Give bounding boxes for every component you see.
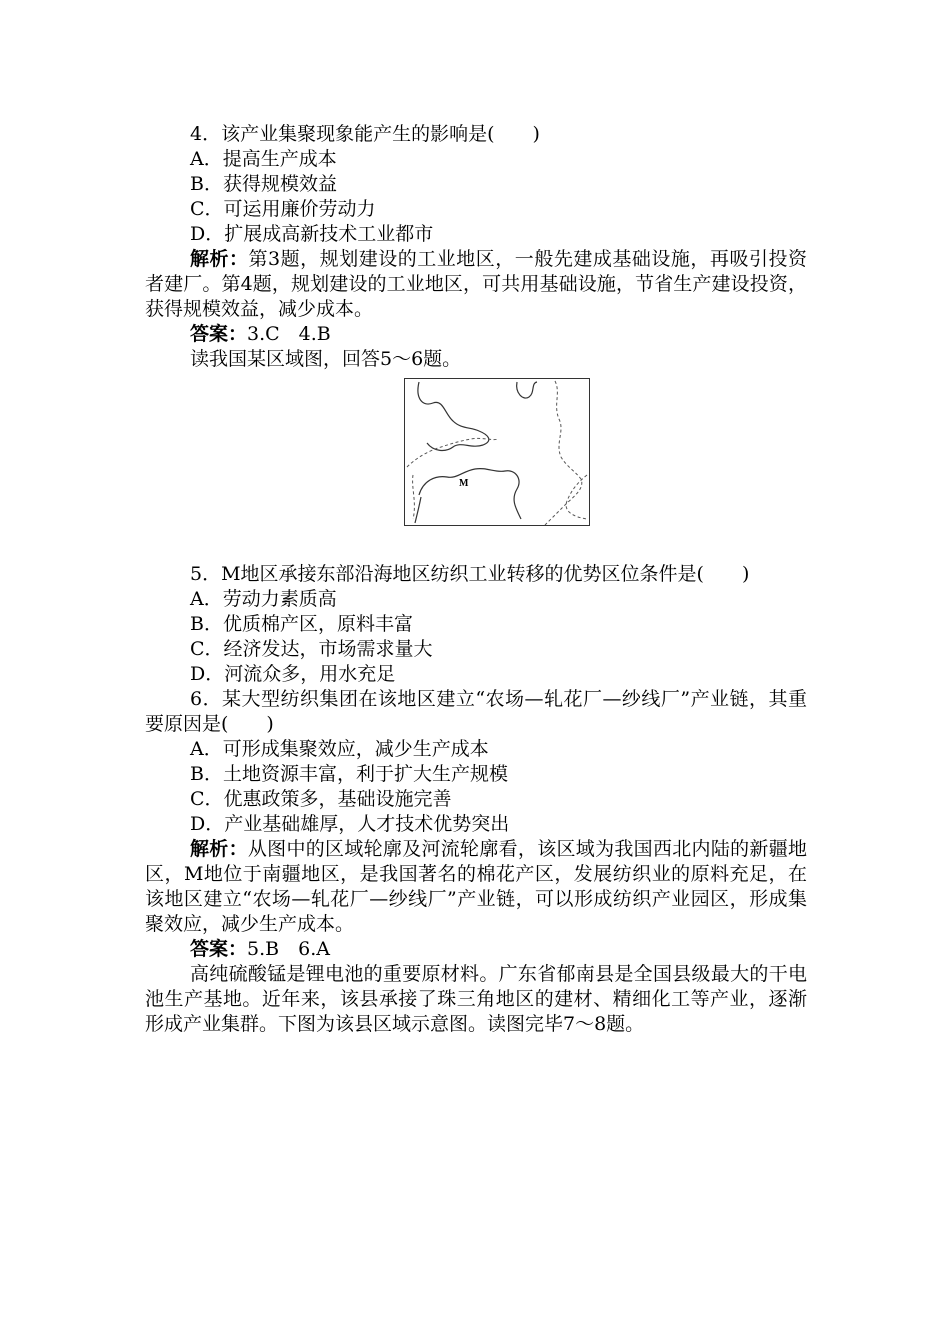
analysis-1-text: 第3题，规划建设的工业地区，一般先建成基础设施，再吸引投资者建厂。第4题，规划建设的工业地区，可共用基础设施，节省生产建设投资，获得规模效益，减少成本。 xyxy=(145,248,807,320)
answer-1 xyxy=(145,322,807,347)
answer-1-label: 答案： xyxy=(190,323,248,345)
question-6-stem: 6．某大型纺织集团在该地区建立“农场—轧花厂—纱线厂”产业链，其重要原因是( ) xyxy=(145,688,807,735)
question-6-option-a: A．可形成集聚效应，减少生产成本 xyxy=(190,738,489,760)
map-label-m: M xyxy=(459,478,469,489)
read-instruction-1: 读我国某区域图，回答5～6题。 xyxy=(190,348,462,370)
question-5-option-b: B．优质棉产区，原料丰富 xyxy=(190,613,413,635)
question-4-option-b: B．获得规模效益 xyxy=(190,173,337,195)
analysis-1 xyxy=(145,247,807,322)
intro-questions-7-8: 高纯硫酸锰是锂电池的重要原材料。广东省郁南县是全国县级最大的干电池生产基地。近年来，该县承接了珠三角地区的建材、精细化工等产业，逐渐形成产业集群。下图为该县区域示意图。读图完毕7～8题。 xyxy=(145,963,807,1035)
analysis-2 xyxy=(145,837,807,937)
answer-2 xyxy=(145,937,807,962)
document-page xyxy=(145,122,807,1037)
map-figure xyxy=(145,378,807,554)
question-4-stem: 4．该产业集聚现象能产生的影响是( ) xyxy=(190,123,540,145)
question-5-stem: 5．M地区承接东部沿海地区纺织工业转移的优势区位条件是( ) xyxy=(190,563,750,585)
question-6-option-b: B．土地资源丰富，利于扩大生产规模 xyxy=(190,763,508,785)
analysis-2-label: 解析： xyxy=(190,838,248,860)
question-4-option-d: D．扩展成高新技术工业都市 xyxy=(190,223,434,245)
analysis-2-text: 从图中的区域轮廓及河流轮廓看，该区域为我国西北内陆的新疆地区，M地位于南疆地区，是我国著名的棉花产区，发展纺织业的原料充足，在该地区建立“农场—轧花厂—纱线厂”产业链，可以形成纺织产业园区，形成集聚效应，减少生产成本。 xyxy=(145,838,807,935)
answer-2-label: 答案： xyxy=(190,938,248,960)
region-map-drawing xyxy=(405,379,589,525)
question-5-option-a: A．劳动力素质高 xyxy=(190,588,337,610)
question-4-option-c: C．可运用廉价劳动力 xyxy=(190,198,376,220)
question-4-option-a: A．提高生产成本 xyxy=(190,148,337,170)
analysis-1-label: 解析： xyxy=(190,248,249,270)
question-6-option-d: D．产业基础雄厚，人才技术优势突出 xyxy=(190,813,510,835)
answer-2-text: 5.B 6.A xyxy=(247,938,330,960)
region-map xyxy=(404,378,590,526)
question-5-option-c: C．经济发达，市场需求量大 xyxy=(190,638,433,660)
question-6-option-c: C．优惠政策多，基础设施完善 xyxy=(190,788,452,810)
question-5-option-d: D．河流众多，用水充足 xyxy=(190,663,396,685)
answer-1-text: 3.C 4.B xyxy=(247,323,331,345)
